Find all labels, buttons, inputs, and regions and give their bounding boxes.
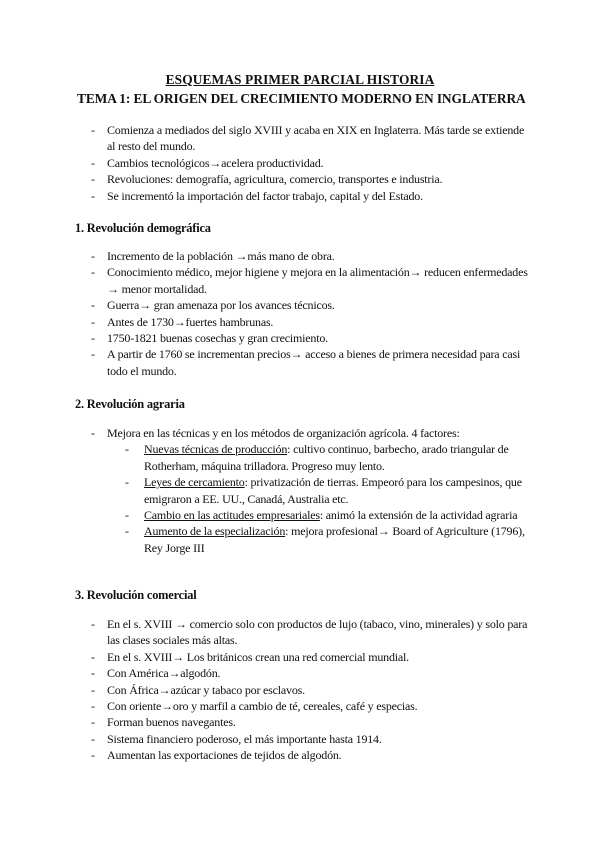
- list-item: - Incremento de la población →más mano de obra.: [93, 248, 533, 264]
- agraria-factors: [107, 441, 533, 556]
- section-heading-demografica: 1. Revolución demográfica: [75, 221, 211, 235]
- list-item: - A partir de 1760 se incrementan precios→ acceso a bienes de primera necesidad para casi todo el mundo.: [93, 346, 533, 379]
- factor-label: Nuevas técnicas de producción: [144, 442, 288, 457]
- list-item: - Con África→azúcar y tabaco por esclavos.: [93, 682, 533, 698]
- factor-item: [107, 474, 533, 507]
- list-item: - Cambios tecnológicos→acelera productividad.: [93, 155, 533, 171]
- list-item: - Con América→algodón.: [93, 665, 533, 681]
- section-heading-comercial: 3. Revolución comercial: [75, 588, 197, 602]
- factor-item: [107, 441, 533, 474]
- factor-text: : animó la extensión de la actividad agraria: [319, 508, 518, 523]
- list-item: - Con oriente→oro y marfil a cambio de té, cereales, café y especias.: [93, 698, 533, 714]
- factor-label: Aumento de la especialización: [144, 524, 286, 539]
- list-item: - Forman buenos navegantes.: [93, 714, 533, 730]
- factor-item: [107, 507, 533, 523]
- comercial-list: [93, 616, 533, 764]
- document-subtitle: TEMA 1: EL ORIGEN DEL CRECIMIENTO MODERNO EN INGLATERRA: [77, 91, 526, 106]
- demografica-list: [93, 248, 533, 379]
- intro-list: [93, 122, 533, 204]
- factor-label: Leyes de cercamiento: [144, 475, 245, 490]
- list-item: - Guerra→ gran amenaza por los avances técnicos.: [93, 297, 533, 313]
- list-item: - Revoluciones: demografía, agricultura, comercio, transportes e industria.: [93, 171, 533, 187]
- factor-text: : privatización de tierras. Empeoró para los campesinos, que emigraron a EE. UU., Canadá, Australia etc.: [144, 475, 522, 506]
- list-item: - 1750-1821 buenas cosechas y gran crecimiento.: [93, 330, 533, 346]
- list-item: [93, 425, 533, 556]
- factor-text: : cultivo continuo, barbecho, arado triangular de Rotherham, máquina trilladora. Progreso muy lento.: [144, 442, 509, 473]
- list-item: - En el s. XVIII → comercio solo con productos de lujo (tabaco, vino, minerales) y solo para las clases sociales más altas.: [93, 616, 533, 649]
- list-item: - Conocimiento médico, mejor higiene y mejora en la alimentación→ reducen enfermedades → menor mortalidad.: [93, 264, 533, 297]
- factor-label: Cambio en las actitudes empresariales: [144, 508, 320, 523]
- factor-text: : mejora profesional→ Board of Agriculture (1796), Rey Jorge III: [144, 524, 525, 555]
- section-heading-agraria: 2. Revolución agraria: [75, 397, 185, 411]
- list-item: - Aumentan las exportaciones de tejidos de algodón.: [93, 747, 533, 763]
- list-item: - Antes de 1730→fuertes hambrunas.: [93, 314, 533, 330]
- factor-item: [107, 523, 533, 556]
- agraria-lead: Mejora en las técnicas y en los métodos de organización agrícola. 4 factores:: [107, 426, 460, 440]
- agraria-list: [93, 425, 533, 556]
- document-title: ESQUEMAS PRIMER PARCIAL HISTORIA: [165, 72, 435, 87]
- list-item: - Comienza a mediados del siglo XVIII y acaba en XIX en Inglaterra. Más tarde se extiende al resto del mundo.: [93, 122, 533, 155]
- list-item: - En el s. XVIII→ Los británicos crean una red comercial mundial.: [93, 649, 533, 665]
- list-item: - Se incrementó la importación del factor trabajo, capital y del Estado.: [93, 188, 533, 204]
- list-item: - Sistema financiero poderoso, el más importante hasta 1914.: [93, 731, 533, 747]
